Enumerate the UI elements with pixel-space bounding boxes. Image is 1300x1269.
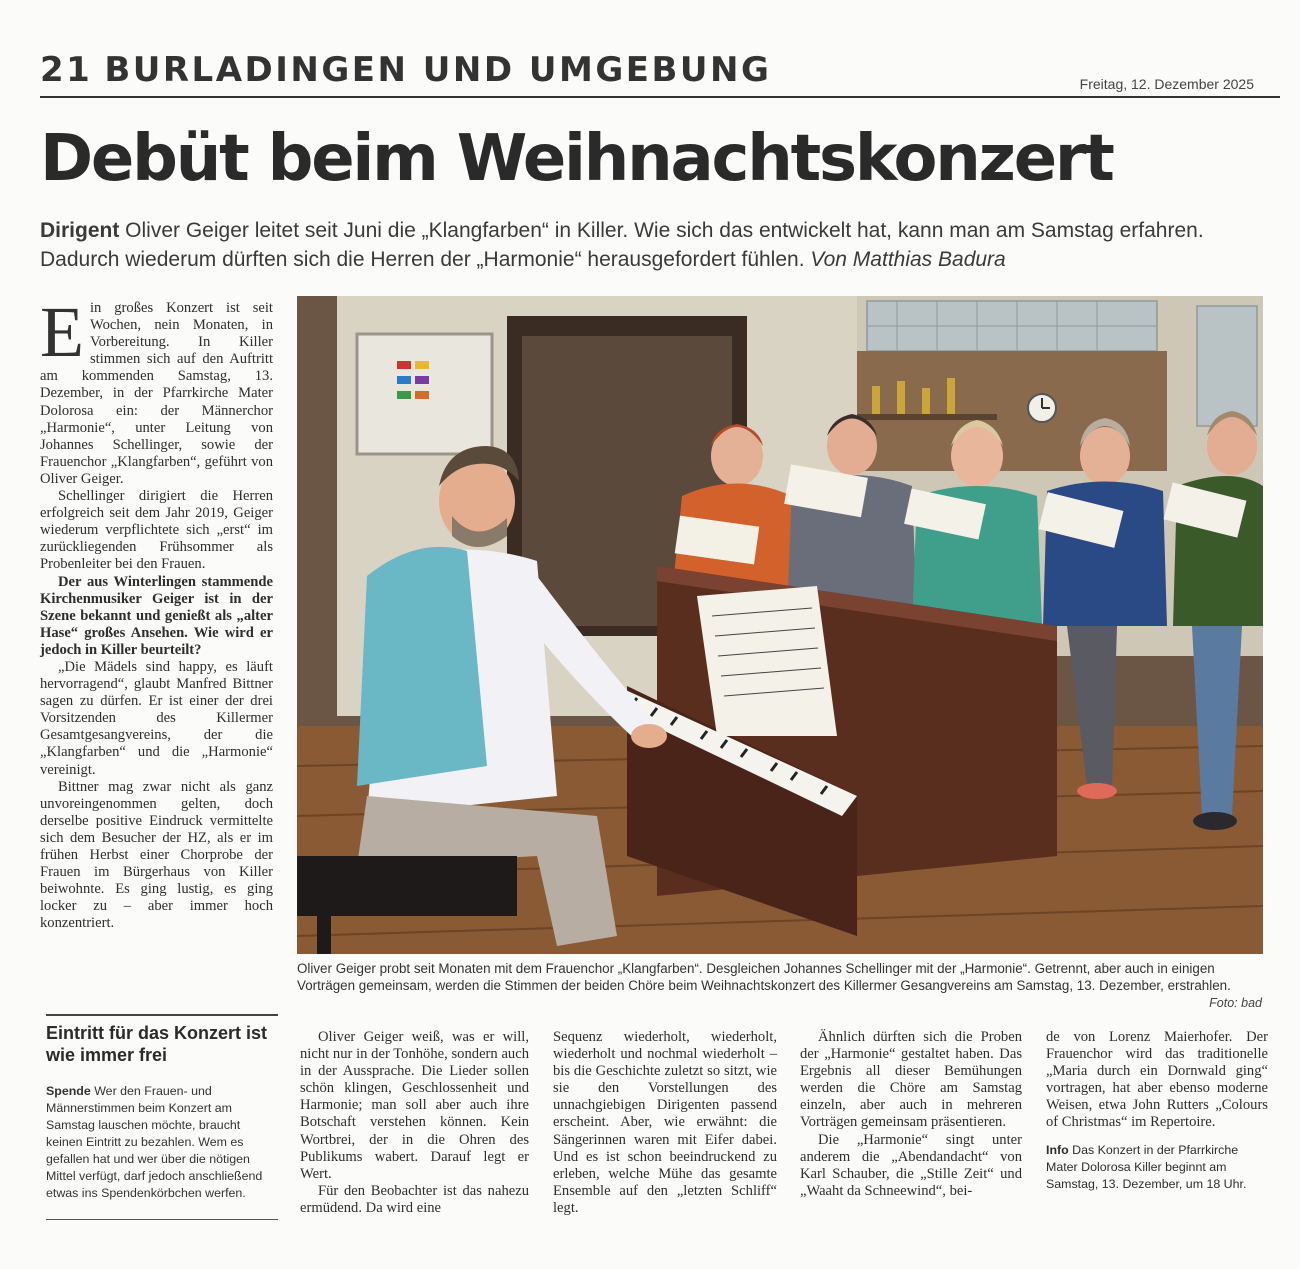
paragraph: Ein großes Konzert ist seit Wochen, nein Monaten, in Vorbereitung. In Killer stimmen sich auf den Auftritt am kommenden Samstag, 13. Dezember, in der Pfarrkirche Mater Dolorosa ein: der Männerchor „Harmonie“, unter Leitung von Johannes Schellinger, sowie der Frauenchor „Klangfarben“, geführt von Oliver Geiger. (40, 292, 273, 487)
article-column-5 (1046, 1029, 1268, 1193)
section-header (40, 50, 771, 90)
paragraph: Der aus Winterlingen stammende Kirchenmusiker Geiger ist in der Szene bekannt und genießt als „alter Hase“ großes Ansehen. Wie wird er jedoch in Killer beurteilt? (40, 573, 273, 658)
article-column-2 (300, 1029, 529, 1217)
paragraph: Sequenz wiederholt, wiederholt, wiederholt und nochmal wiederholt – bis die Geschichte zuletzt so sitzt, wie sie den Vorstellungen des unnachgiebigen Dirigenten passend erscheint. Aber, wie erwähnt: die Sängerinnen waren mit Eifer dabei. Und es ist schon beeindruckend zu erleben, welche Mühe das gesamte Ensemble auf den „letzten Schliff“ legt. (553, 1029, 777, 1216)
paragraph: Die „Harmonie“ singt unter anderem die „Abendandacht“ von Karl Schauber, die „Stille Zeit“ und „Waaht da Schneewind“, bei- (800, 1131, 1022, 1199)
drop-cap: E (40, 292, 84, 372)
article-column-4 (800, 1029, 1022, 1200)
paragraph: Oliver Geiger weiß, was er will, nicht nur in der Tonhöhe, sondern auch in der Aussprache. Die Lieder sollen schön klingen, Geschlossenheit und Harmonie; man soll aber auch ihre Botschaft verstehen können. Kein Wortbrei, der in die Ohren des Publikums wabert. Darauf legt er Wert. (300, 1029, 529, 1182)
article-photo (297, 296, 1263, 954)
paragraph: Bittner mag zwar nicht als ganz unvoreingenommen gelten, doch derselbe positive Eindruck vermittelte sich dem Besucher der HZ, als er im frühen Herbst einer Chorprobe der Frauen im Bürgerhaus von Killer beiwohnte. Es ging lustig, es ging locker zu – aber immer hoch konzentriert. (40, 778, 273, 932)
article-lead (40, 216, 1260, 274)
paragraph: Für den Beobachter ist das nahezu ermüdend. Da wird eine (300, 1182, 529, 1216)
photo-credit: Foto: bad (1209, 996, 1262, 1010)
infobox-title: Eintritt für das Konzert ist wie immer frei (46, 1023, 268, 1065)
page-number: 21 (40, 50, 93, 90)
infobox-kicker: Spende (46, 1084, 91, 1098)
lead-text: Oliver Geiger leitet seit Juni die „Klangfarben“ in Killer. Wie sich das entwickelt hat, kann man am Samstag erfahren. Dadurch wiederum dürften sich die Herren der „Harmonie“ herausgefordert fühlen. (40, 219, 1204, 271)
issue-date: Freitag, 12. Dezember 2025 (1079, 76, 1254, 92)
lead-kicker: Dirigent (40, 219, 120, 242)
paragraph: de von Lorenz Maierhofer. Der Frauenchor wird das traditionelle „Maria durch ein Dornwald ging“ vortragen, hat aber ebenso moderne Weisen, etwa John Rutters „Colours of Christmas“ im Repertoire. (1046, 1029, 1268, 1131)
info-kicker: Info (1046, 1142, 1069, 1157)
info-text: Das Konzert in der Pfarrkirche Mater Dolorosa Killer beginnt am Samstag, 13. Dezember, um 18 Uhr. (1046, 1142, 1247, 1191)
info-note (1046, 1142, 1268, 1193)
infobox-bottom-rule (46, 1219, 278, 1220)
photo-caption: Oliver Geiger probt seit Monaten mit dem Frauenchor „Klangfarben“. Desgleichen Johannes Schellinger mit der „Harmonie“. Getrennt, aber auch in einigen Vorträgen gemeinsam, werden die Stimmen der beiden Chöre beim Weihnachtskonzert des Killermer Gesangvereins am Samstag, 13. Dezember, erstrahlen. (297, 961, 1231, 994)
choir-rehearsal-illustration (297, 296, 1263, 954)
article-column-3 (553, 1029, 777, 1217)
article-headline: Debüt beim Weihnachtskonzert (40, 122, 1113, 196)
paragraph: Schellinger dirigiert die Herren erfolgreich seit dem Jahr 2019, Geiger wiederum verpflichtete sich „erst“ im zurückliegenden Frühsommer als Probenleiter bei den Frauen. (40, 488, 273, 573)
byline: Von Matthias Badura (810, 248, 1006, 271)
infobox-body (46, 1083, 278, 1202)
header-rule (40, 96, 1280, 98)
infobox-top-rule (46, 1014, 278, 1016)
section-name: BURLADINGEN UND UMGEBUNG (104, 50, 772, 90)
paragraph: Ähnlich dürften sich die Proben der „Harmonie“ gestaltet haben. Das Ergebnis all dieser Bemühungen werden die Chöre am Samstag einzeln, aber auch in mehreren Vorträgen gemeinsam präsentieren. (800, 1029, 1022, 1131)
article-column-1 (40, 292, 273, 932)
paragraph: „Die Mädels sind happy, es läuft hervorragend“, glaubt Manfred Bittner sagen zu dürfen. Er ist einer der drei Vorsitzenden des Killermer Gesamtgesangvereins, der die „Klangfarben“ und die „Harmonie“ vereinigt. (40, 658, 273, 778)
infobox-text: Wer den Frauen- und Männerstimmen beim Konzert am Samstag lauschen möchte, braucht keinen Eintritt zu bezahlen. Wem es gefallen hat und wer über die nötigen Mittel verfügt, darf jedoch anschließend etwas ins Spendenkörbchen werfen. (46, 1084, 263, 1200)
